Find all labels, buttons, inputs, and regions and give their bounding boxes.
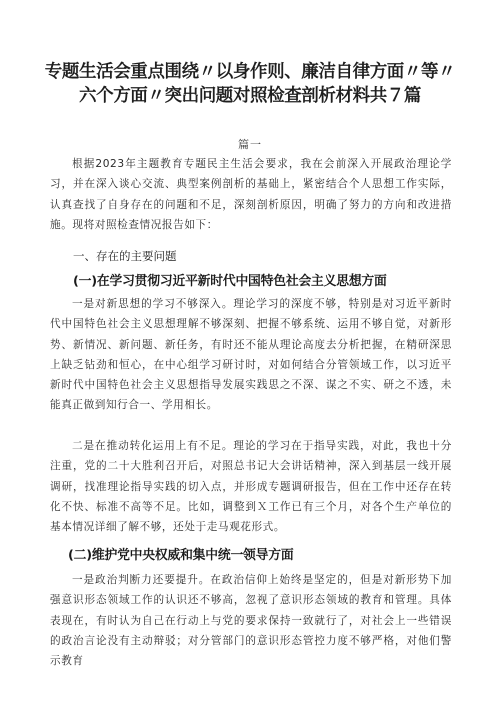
paragraph-3: 一是政治判断力还要提升。在政治信仰上始终是坚定的，但是对新形势下加强意识形态领域工作的认识还不够高，忽视了意识形态领域的教育和管理。具体表现在，有时认为自己在行动上与党的要求保持一致就行了，对社会上一些错误的政治言论没有主动辩驳；对分管部门的意识形态管控力度不够严格，对他们警示教育 — [50, 574, 452, 668]
paragraph-1: 一是对新思想的学习不够深入。理论学习的深度不够，特别是对习近平新时代中国特色社会主义思想理解不够深刻、把握不够系统、运用不够自觉，对新形势、新情况、新问题、新任务，有时还不能从理论高度去分析把握，在精研深思上缺乏钻劲和恒心，在中心组学习研讨时，对如何结合分管领域工作，以习近平新时代中国特色社会主义思想指导发展实践思之不深、谋之不实、研之不透，未能真正做到知行合一、学用相长。 — [50, 298, 452, 412]
intro-paragraph: 根据2023年主题教育专题民主生活会要求，我在会前深入开展政治理论学习，并在深入谈心交流、典型案例剖析的基础上，紧密结合个人思想工作实际，认真查找了自身存在的问题和不足，深刻剖析原因，明确了努力的方向和改进措施。现将对照检查情况报告如下： — [50, 158, 452, 231]
heading-main-problems: 一、存在的主要问题 — [73, 249, 177, 263]
document-title: 专题生活会重点围绕〃以身作则、廉洁自律方面〃等〃六个方面〃突出问题对照检查剖析材料共７篇 — [44, 62, 456, 106]
paragraph-2: 二是在推动转化运用上有不足。理论的学习在于指导实践，对此，我也十分注重，党的二十大胜利召开后，对照总书记大会讲话精神，深入到基层一线开展调研，找准理论指导实践的切入点，并形成专题调研报告，但在工作中还存在转化不快、标准不高等不足。比如，调整到Ｘ工作已有三个月，对各个生产单位的基本情况详细了解不够，还处于走马观花形式。 — [50, 440, 452, 534]
heading-subsection-2: (二)维护党中央权威和集中统一领导方面 — [68, 548, 294, 563]
section-label: 篇一 — [238, 138, 262, 151]
heading-subsection-1: (一)在学习贯彻习近平新时代中国特色社会主义思想方面 — [73, 274, 387, 289]
